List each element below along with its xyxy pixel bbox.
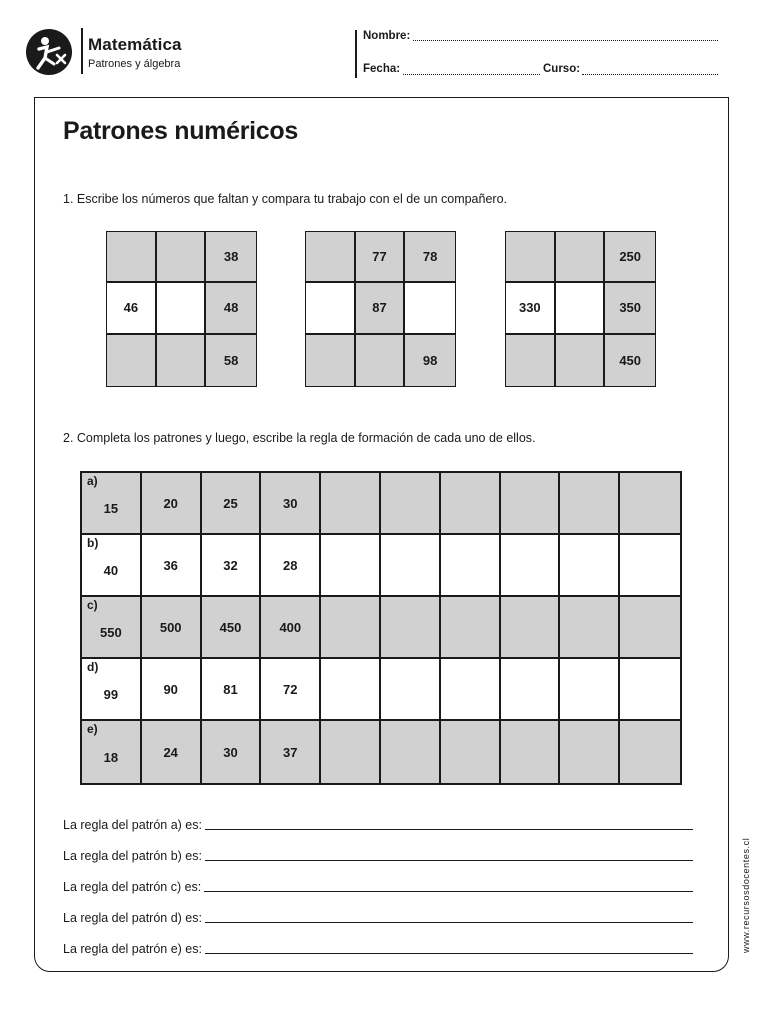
- pattern-cell[interactable]: [381, 535, 441, 597]
- rule-label-e: La regla del patrón e) es:: [63, 942, 202, 956]
- unit-subtitle: Patrones y álgebra: [88, 58, 181, 70]
- grid-cell[interactable]: [506, 335, 556, 386]
- grid-cell[interactable]: [405, 283, 455, 334]
- pattern-cell[interactable]: [501, 535, 561, 597]
- pattern-row-label: d): [87, 660, 99, 674]
- grid-cell[interactable]: 46: [107, 283, 157, 334]
- pattern-value: 450: [219, 619, 242, 635]
- grid-cell[interactable]: [157, 232, 207, 283]
- pattern-value: 18: [103, 749, 119, 765]
- pattern-cell[interactable]: [501, 597, 561, 659]
- pattern-cell[interactable]: [620, 597, 680, 659]
- exercise2-instruction: 2. Completa los patrones y luego, escribe la regla de formación de cada uno de ellos.: [63, 431, 536, 445]
- grid-cell[interactable]: [306, 283, 356, 334]
- rule-answer-e[interactable]: [205, 953, 693, 954]
- date-field[interactable]: [403, 74, 540, 75]
- name-label: Nombre:: [363, 30, 411, 42]
- pattern-cell[interactable]: [321, 597, 381, 659]
- exercise1-instruction: 1. Escribe los números que faltan y compara tu trabajo con el de un compañero.: [63, 192, 508, 206]
- pattern-row-label: c): [87, 598, 98, 612]
- pattern-cell[interactable]: [321, 535, 381, 597]
- grid-cell[interactable]: 38: [206, 232, 256, 283]
- pattern-value: 72: [283, 681, 298, 697]
- number-grid-3: [505, 231, 656, 387]
- source-url: www.recursosdocentes.cl: [741, 837, 751, 953]
- pattern-cell[interactable]: [560, 721, 620, 783]
- logo-icon: [25, 28, 73, 76]
- pattern-cell: [82, 659, 142, 721]
- pattern-cell: [82, 535, 142, 597]
- grid-cell[interactable]: 250: [605, 232, 655, 283]
- grid-cell[interactable]: 98: [405, 335, 455, 386]
- pattern-cell: [142, 535, 202, 597]
- grade-field[interactable]: [582, 74, 718, 75]
- pattern-cell[interactable]: [441, 597, 501, 659]
- grid-cell[interactable]: 48: [206, 283, 256, 334]
- pattern-cell: [142, 597, 202, 659]
- pattern-value: 37: [283, 744, 298, 760]
- grid-cell[interactable]: [306, 335, 356, 386]
- grid-cell[interactable]: [157, 283, 207, 334]
- pattern-value: 400: [279, 619, 302, 635]
- pattern-value: 28: [283, 557, 298, 573]
- rule-label-c: La regla del patrón c) es:: [63, 880, 202, 894]
- pattern-value: 36: [163, 557, 178, 573]
- pattern-cell[interactable]: [321, 473, 381, 535]
- pattern-cell: [82, 473, 142, 535]
- rule-line-d: [63, 911, 693, 925]
- pattern-value: 25: [223, 495, 238, 511]
- grid-cell[interactable]: 330: [506, 283, 556, 334]
- pattern-cell[interactable]: [321, 659, 381, 721]
- rule-answer-a[interactable]: [205, 829, 693, 830]
- pattern-value: 15: [103, 500, 119, 516]
- subject-title: Matemática: [88, 35, 182, 54]
- pattern-cell[interactable]: [381, 473, 441, 535]
- pattern-cell: [142, 473, 202, 535]
- rule-line-a: [63, 818, 693, 832]
- pattern-cell[interactable]: [441, 473, 501, 535]
- grid-cell[interactable]: [556, 335, 606, 386]
- pattern-cell[interactable]: [501, 473, 561, 535]
- pattern-cell: [202, 473, 262, 535]
- pattern-cell: [142, 659, 202, 721]
- pattern-value: 30: [223, 744, 238, 760]
- grid-cell[interactable]: 78: [405, 232, 455, 283]
- pattern-value: 81: [223, 681, 238, 697]
- pattern-cell[interactable]: [501, 721, 561, 783]
- pattern-cell[interactable]: [381, 659, 441, 721]
- rule-label-d: La regla del patrón d) es:: [63, 911, 202, 925]
- pattern-cell[interactable]: [321, 721, 381, 783]
- grid-cell[interactable]: 77: [356, 232, 406, 283]
- pattern-value: 32: [223, 557, 238, 573]
- pattern-value: 30: [283, 495, 298, 511]
- pattern-cell: [261, 597, 321, 659]
- grid-cell[interactable]: [556, 232, 606, 283]
- grid-cell[interactable]: [157, 335, 207, 386]
- grid-cell[interactable]: [107, 232, 157, 283]
- rule-label-a: La regla del patrón a) es:: [63, 818, 202, 832]
- grid-cell[interactable]: 450: [605, 335, 655, 386]
- date-label: Fecha:: [363, 63, 401, 75]
- rule-line-b: [63, 849, 693, 863]
- grid-cell[interactable]: 350: [605, 283, 655, 334]
- pattern-table: [80, 471, 682, 785]
- grid-cell[interactable]: 87: [356, 283, 406, 334]
- rule-label-b: La regla del patrón b) es:: [63, 849, 202, 863]
- pattern-value: 24: [163, 744, 178, 760]
- pattern-value: 99: [103, 686, 119, 702]
- pattern-cell[interactable]: [501, 659, 561, 721]
- pattern-cell: [261, 721, 321, 783]
- pattern-cell[interactable]: [560, 535, 620, 597]
- pattern-cell[interactable]: [441, 721, 501, 783]
- pattern-cell: [261, 659, 321, 721]
- pattern-cell[interactable]: [441, 659, 501, 721]
- pattern-cell[interactable]: [560, 597, 620, 659]
- grid-cell[interactable]: [356, 335, 406, 386]
- pattern-cell: [142, 721, 202, 783]
- pattern-cell[interactable]: [620, 473, 680, 535]
- pattern-cell[interactable]: [441, 535, 501, 597]
- pattern-cell[interactable]: [620, 535, 680, 597]
- grid-cell[interactable]: [306, 232, 356, 283]
- fields-divider: [355, 30, 357, 78]
- name-field[interactable]: [413, 40, 718, 41]
- rule-answer-d[interactable]: [205, 922, 693, 923]
- grid-cell[interactable]: [107, 335, 157, 386]
- page-title: Patrones numéricos: [63, 117, 298, 145]
- pattern-value: 20: [163, 495, 178, 511]
- grid-cell[interactable]: [506, 232, 556, 283]
- rule-line-c: [63, 880, 693, 894]
- pattern-cell: [202, 721, 262, 783]
- pattern-value: 40: [103, 562, 119, 578]
- pattern-row-label: b): [87, 536, 99, 550]
- rule-answer-c[interactable]: [204, 891, 693, 892]
- pattern-cell[interactable]: [381, 721, 441, 783]
- grid-cell[interactable]: [556, 283, 606, 334]
- pattern-cell: [82, 597, 142, 659]
- pattern-cell: [261, 535, 321, 597]
- pattern-row-label: e): [87, 722, 98, 736]
- pattern-cell[interactable]: [560, 659, 620, 721]
- rule-line-e: [63, 942, 693, 956]
- pattern-row-label: a): [87, 474, 98, 488]
- rule-answer-b[interactable]: [205, 860, 693, 861]
- pattern-cell[interactable]: [560, 473, 620, 535]
- pattern-cell: [202, 535, 262, 597]
- number-grid-2: [305, 231, 456, 387]
- pattern-value: 500: [159, 619, 182, 635]
- number-grid-1: [106, 231, 257, 387]
- pattern-cell: [261, 473, 321, 535]
- pattern-cell[interactable]: [381, 597, 441, 659]
- pattern-cell: [82, 721, 142, 783]
- pattern-cell[interactable]: [620, 659, 680, 721]
- pattern-value: 90: [163, 681, 178, 697]
- brand-divider: [81, 28, 83, 74]
- pattern-value: 550: [100, 624, 122, 640]
- pattern-cell: [202, 659, 262, 721]
- grade-label: Curso:: [543, 63, 581, 75]
- grid-cell[interactable]: 58: [206, 335, 256, 386]
- pattern-cell: [202, 597, 262, 659]
- pattern-cell[interactable]: [620, 721, 680, 783]
